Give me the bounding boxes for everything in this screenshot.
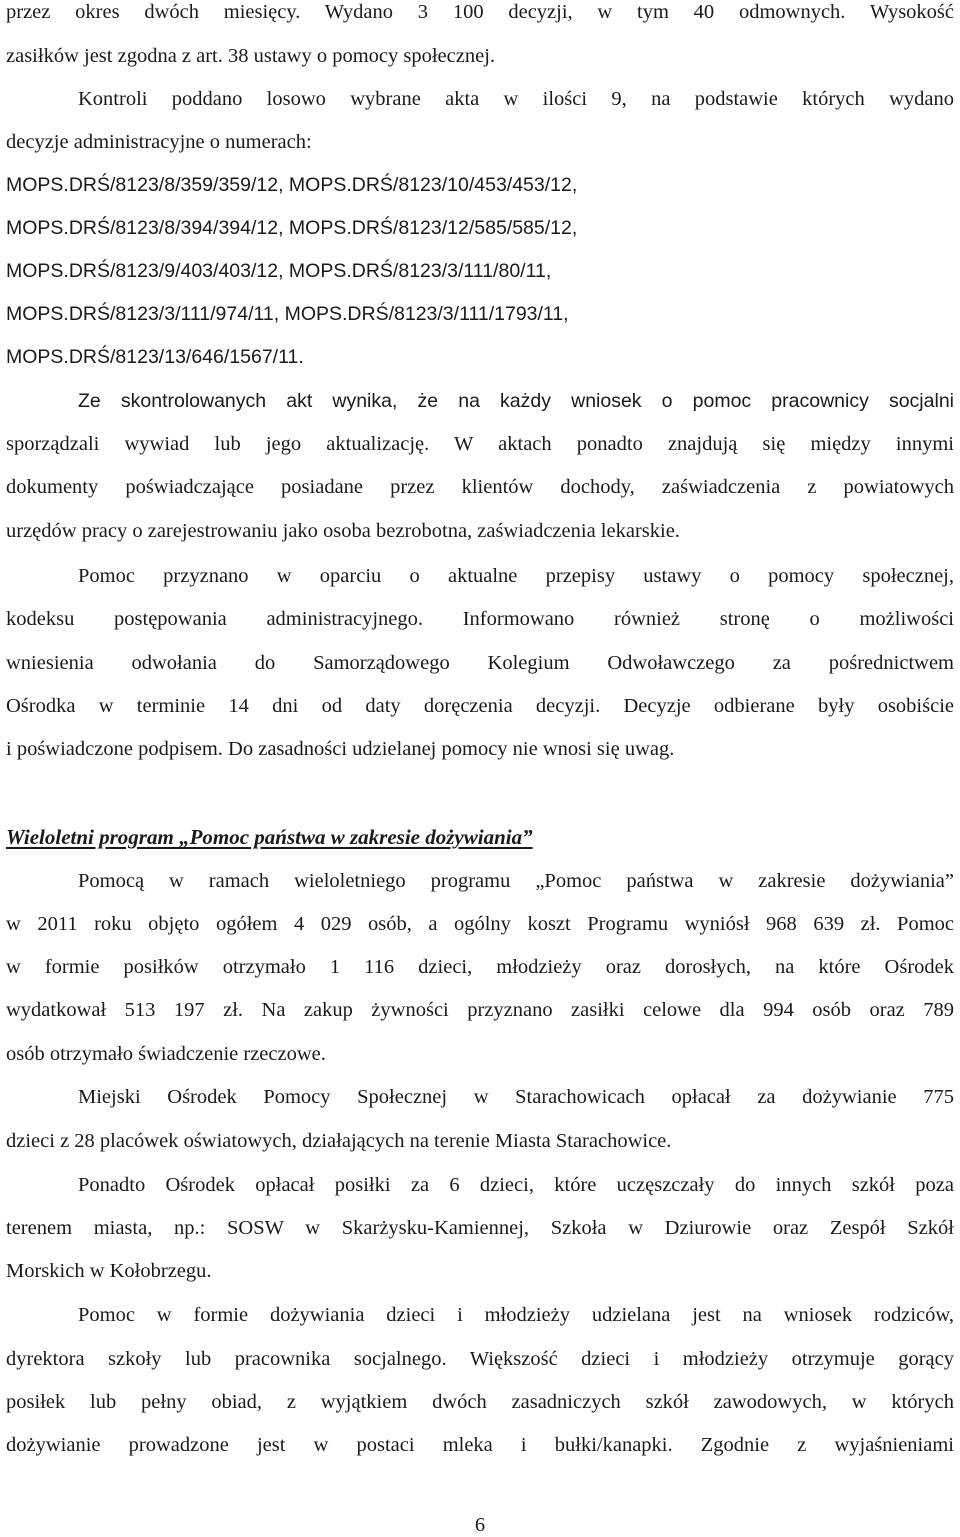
text-line: sporządzali wywiad lub jego aktualizację. W aktach ponadto znajdują się między innymi: [6, 433, 954, 455]
decision-number-line: MOPS.DRŚ/8123/8/394/394/12, MOPS.DRŚ/8123/12/585/585/12,: [6, 217, 578, 239]
text-line: Morskich w Kołobrzegu.: [6, 1260, 212, 1282]
text-line: osób otrzymało świadczenie rzeczowe.: [6, 1043, 326, 1065]
text-line: Pomoc przyznano w oparciu o aktualne przepisy ustawy o pomocy społecznej,: [78, 565, 954, 587]
text-line: Ośrodka w terminie 14 dni od daty doręczenia decyzji. Decyzje odbierane były osobiście: [6, 695, 954, 717]
text-line: dyrektora szkoły lub pracownika socjalnego. Większość dzieci i młodzieży otrzymuje gorący: [6, 1348, 954, 1370]
text-line: kodeksu postępowania administracyjnego. Informowano również stronę o możliwości: [6, 608, 954, 630]
text-line: dożywianie prowadzone jest w postaci mleka i bułki/kanapki. Zgodnie z wyjaśnieniami: [6, 1434, 954, 1456]
text-line: dokumenty poświadczające posiadane przez klientów dochody, zaświadczenia z powiatowych: [6, 476, 954, 498]
page-number: 6: [474, 1514, 486, 1536]
text-line: i poświadczone podpisem. Do zasadności udzielanej pomocy nie wnosi się uwag.: [6, 738, 675, 760]
text-line: wydatkował 513 197 zł. Na zakup żywności przyznano zasiłki celowe dla 994 osób oraz 789: [6, 999, 954, 1021]
text-line: w formie posiłków otrzymało 1 116 dzieci, młodzieży oraz dorosłych, na które Ośrodek: [6, 956, 954, 978]
text-line: Ponadto Ośrodek opłacał posiłki za 6 dzieci, które uczęszczały do innych szkół poza: [78, 1174, 954, 1196]
text-line: wniesienia odwołania do Samorządowego Kolegium Odwoławczego za pośrednictwem: [6, 652, 954, 674]
text-line: przez okres dwóch miesięcy. Wydano 3 100 decyzji, w tym 40 odmownych. Wysokość: [6, 1, 954, 23]
text-line: decyzje administracyjne o numerach:: [6, 131, 312, 153]
text-line: w 2011 roku objęto ogółem 4 029 osób, a ogólny koszt Programu wyniósł 968 639 zł. Pomoc: [6, 913, 954, 935]
text-line: dzieci z 28 placówek oświatowych, działających na terenie Miasta Starachowice.: [6, 1130, 672, 1152]
section-heading: Wieloletni program „Pomoc państwa w zakresie dożywiania”: [6, 825, 533, 849]
decision-number-line: MOPS.DRŚ/8123/13/646/1567/11.: [6, 346, 304, 368]
text-line: Pomocą w ramach wieloletniego programu „Pomoc państwa w zakresie dożywiania”: [78, 870, 954, 892]
text-line: zasiłków jest zgodna z art. 38 ustawy o pomocy społecznej.: [6, 45, 496, 67]
text-line: Pomoc w formie dożywiania dzieci i młodzieży udzielana jest na wniosek rodziców,: [78, 1304, 954, 1326]
text-line: posiłek lub pełny obiad, z wyjątkiem dwóch zasadniczych szkół zawodowych, w których: [6, 1391, 954, 1413]
text-line: Miejski Ośrodek Pomocy Społecznej w Starachowicach opłacał za dożywianie 775: [78, 1086, 954, 1108]
decision-number-line: MOPS.DRŚ/8123/8/359/359/12, MOPS.DRŚ/8123/10/453/453/12,: [6, 174, 578, 196]
text-line: urzędów pracy o zarejestrowaniu jako osoba bezrobotna, zaświadczenia lekarskie.: [6, 520, 680, 542]
text-line: Kontroli poddano losowo wybrane akta w ilości 9, na podstawie których wydano: [78, 88, 954, 110]
decision-number-line: MOPS.DRŚ/8123/9/403/403/12, MOPS.DRŚ/8123/3/111/80/11,: [6, 260, 552, 282]
decision-number-line: MOPS.DRŚ/8123/3/111/974/11, MOPS.DRŚ/8123/3/111/1793/11,: [6, 303, 569, 325]
text-line: terenem miasta, np.: SOSW w Skarżysku-Kamiennej, Szkoła w Dziurowie oraz Zespół Szkół: [6, 1217, 954, 1239]
text-line: Ze skontrolowanych akt wynika, że na każdy wniosek o pomoc pracownicy socjalni: [78, 390, 954, 412]
